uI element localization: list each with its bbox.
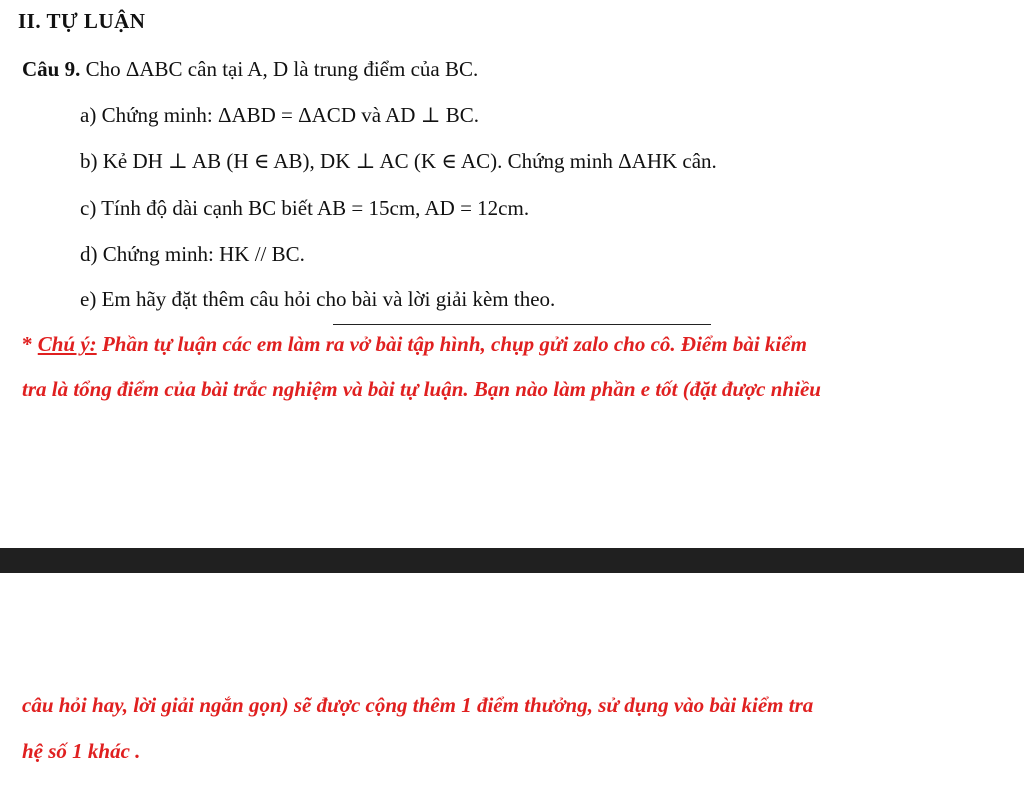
note-line-3: câu hỏi hay, lời giải ngắn gọn) sẽ được cộng thêm 1 điểm thưởng, sử dụng vào bài kiểm tra	[22, 693, 814, 717]
part-e: e) Em hãy đặt thêm câu hỏi cho bài và lời giải kèm theo.	[80, 287, 556, 311]
page-break-band	[0, 548, 1024, 573]
note-text-1: Phần tự luận các em làm ra vở bài tập hình, chụp gửi zalo cho cô. Điểm bài kiểm	[96, 332, 807, 356]
note-line-1	[22, 331, 807, 357]
note-line-4: hệ số 1 khác .	[22, 739, 141, 763]
part-c: c) Tính độ dài cạnh BC biết AB = 15cm, AD = 12cm.	[80, 196, 530, 220]
part-b: b) Kẻ DH ⊥ AB (H ∈ AB), DK ⊥ AC (K ∈ AC). Chứng minh ΔAHK cân.	[80, 149, 717, 173]
part-d: d) Chứng minh: HK // BC.	[80, 242, 305, 266]
question-text: Cho ΔABC cân tại A, D là trung điểm của BC.	[80, 57, 479, 81]
question-9	[22, 56, 478, 82]
note-line-2: tra là tổng điểm của bài trắc nghiệm và bài tự luận. Bạn nào làm phần e tốt (đặt được nhiều	[22, 377, 821, 401]
part-a: a) Chứng minh: ΔABD = ΔACD và AD ⊥ BC.	[80, 103, 479, 127]
note-label: Chú ý:	[37, 332, 97, 356]
question-number: Câu 9.	[22, 57, 81, 81]
section-title: II. TỰ LUẬN	[18, 9, 146, 33]
separator-line	[333, 324, 711, 325]
note-star: *	[22, 332, 38, 356]
